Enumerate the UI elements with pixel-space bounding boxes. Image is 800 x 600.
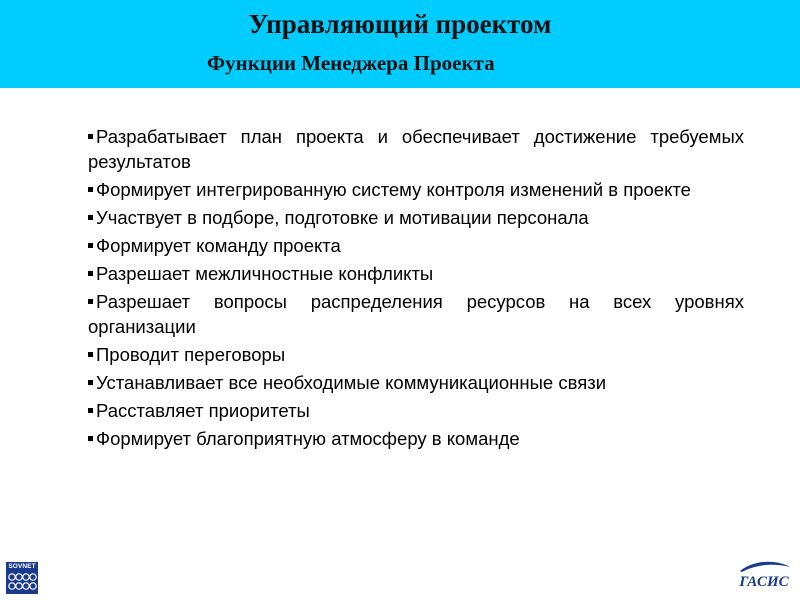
list-item [88, 233, 744, 258]
bullet-icon [88, 215, 93, 220]
list-item-text: Формирует команду проекта [96, 235, 341, 256]
list-item-text: Разрешает вопросы распределения ресурсов на всех уровнях организации [88, 291, 744, 337]
page-subtitle: Функции Менеджера Проекта [207, 51, 495, 75]
bullet-icon [88, 408, 93, 413]
bullet-icon [88, 380, 93, 385]
bullet-icon [88, 187, 93, 192]
list-item-text: Разрабатывает план проекта и обеспечивает достижение требуемых результатов [88, 126, 744, 172]
list-item [88, 177, 744, 202]
chain-icon [7, 572, 37, 592]
list-item [88, 370, 744, 395]
bullet-icon [88, 436, 93, 441]
gasis-logo-text: ГАСИС [739, 574, 789, 590]
page-title: Управляющий проектом [248, 9, 552, 39]
list-item-text: Устанавливает все необходимые коммуникационные связи [96, 372, 607, 393]
sovnet-logo [6, 562, 38, 594]
bullet-icon [88, 243, 93, 248]
list-item [88, 124, 744, 174]
bullet-icon [88, 134, 93, 139]
list-item-text: Формирует благоприятную атмосферу в команде [96, 428, 520, 449]
gasis-logo [736, 558, 792, 592]
header-banner [0, 0, 800, 88]
list-item-text: Участвует в подборе, подготовке и мотивации персонала [96, 207, 589, 228]
list-item [88, 426, 744, 451]
list-item [88, 342, 744, 367]
list-item-text: Разрешает межличностные конфликты [96, 263, 434, 284]
sovnet-logo-text: SOVNET [8, 563, 36, 570]
list-item [88, 289, 744, 339]
bullet-icon [88, 299, 93, 304]
list-item-text: Расставляет приоритеты [96, 400, 310, 421]
functions-list [88, 124, 744, 454]
gasis-swoosh-icon [740, 562, 790, 572]
list-item [88, 398, 744, 423]
bullet-icon [88, 352, 93, 357]
list-item-text: Формирует интегрированную систему контроля изменений в проекте [96, 179, 691, 200]
list-item [88, 205, 744, 230]
list-item-text: Проводит переговоры [96, 344, 286, 365]
bullet-icon [88, 271, 93, 276]
list-item [88, 261, 744, 286]
